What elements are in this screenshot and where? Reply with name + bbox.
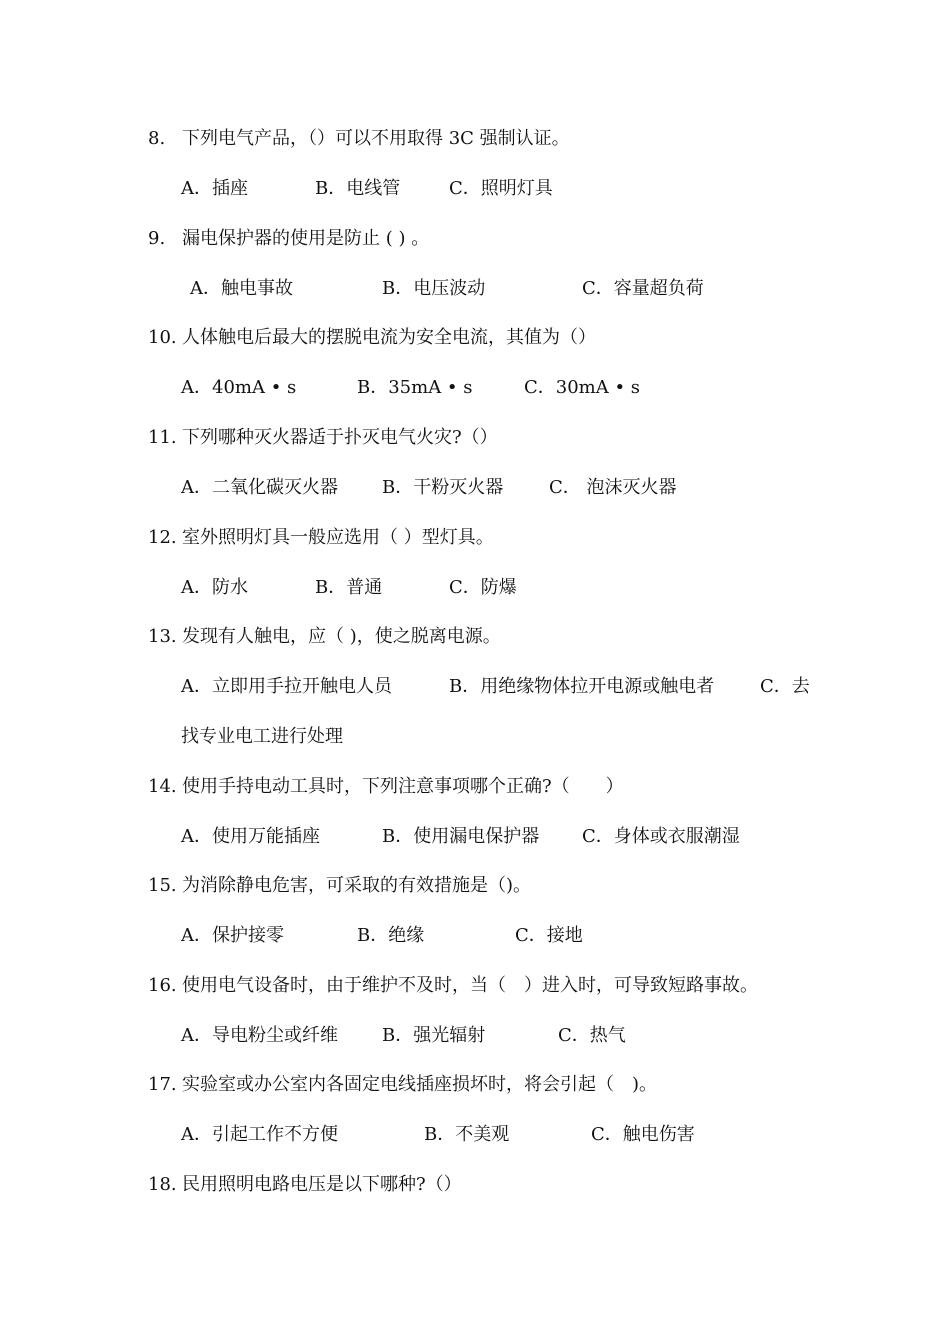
question-13 bbox=[148, 625, 501, 649]
option-b: B．用绝缘物体拉开电源或触电者 bbox=[449, 676, 715, 697]
option-c: C．防爆 bbox=[449, 577, 517, 598]
option-b: B．电线管 bbox=[315, 178, 401, 199]
question-text: 实验室或办公室内各固定电线插座损坏时，将会引起（ )。 bbox=[182, 1074, 658, 1095]
option-a: A．二氧化碳灭火器 bbox=[181, 477, 338, 498]
question-15 bbox=[148, 874, 531, 898]
question-number: 16. bbox=[148, 975, 177, 996]
question-text: 使用电气设备时，由于维护不及时，当（ ）进入时，可导致短路事故。 bbox=[182, 975, 758, 996]
question-12 bbox=[148, 526, 494, 550]
question-number: 17. bbox=[148, 1074, 177, 1095]
question-number: 10. bbox=[148, 327, 177, 348]
option-c: C． 泡沫灭火器 bbox=[549, 477, 677, 498]
option-a: A．保护接零 bbox=[181, 925, 284, 946]
option-c: C．容量超负荷 bbox=[582, 278, 704, 299]
option-b: B．不美观 bbox=[424, 1124, 510, 1145]
option-c: C．触电伤害 bbox=[591, 1124, 695, 1145]
option-b: B．普通 bbox=[315, 577, 383, 598]
question-10 bbox=[148, 326, 596, 350]
question-text: 室外照明灯具一般应选用（ ）型灯具。 bbox=[182, 527, 494, 548]
option-a: A．导电粉尘或纤维 bbox=[181, 1025, 338, 1046]
option-b: B．强光辐射 bbox=[382, 1025, 486, 1046]
question-number: 12. bbox=[148, 527, 177, 548]
option-a: A．防水 bbox=[181, 577, 248, 598]
option-c: C．热气 bbox=[558, 1025, 626, 1046]
option-b: B．使用漏电保护器 bbox=[382, 826, 540, 847]
question-9 bbox=[148, 227, 429, 251]
option-c: C．照明灯具 bbox=[449, 178, 553, 199]
question-number: 14. bbox=[148, 776, 177, 797]
option-a: A．触电事故 bbox=[190, 278, 293, 299]
question-text: 下列哪种灭火器适于扑灭电气火灾?（） bbox=[182, 427, 498, 448]
question-number: 15. bbox=[148, 875, 177, 896]
question-number: 18. bbox=[148, 1174, 177, 1195]
option-a: A．40mA • s bbox=[181, 377, 297, 398]
question-17 bbox=[148, 1073, 657, 1097]
question-11 bbox=[148, 426, 498, 450]
option-a: A．引起工作不方便 bbox=[181, 1124, 338, 1145]
option-b: B．电压波动 bbox=[382, 278, 486, 299]
option-continuation: 找专业电工进行处理 bbox=[181, 726, 343, 747]
question-number: 11. bbox=[148, 427, 177, 448]
question-text: 人体触电后最大的摆脱电流为安全电流，其值为（） bbox=[182, 327, 596, 348]
question-text: 使用手持电动工具时，下列注意事项哪个正确?（ ） bbox=[182, 776, 624, 797]
question-14 bbox=[148, 775, 624, 799]
question-16 bbox=[148, 974, 758, 998]
question-18 bbox=[148, 1173, 462, 1197]
option-c: C．接地 bbox=[515, 925, 583, 946]
option-a: A．插座 bbox=[181, 178, 248, 199]
question-text: 漏电保护器的使用是防止 ( ) 。 bbox=[182, 228, 430, 249]
option-c: C．30mA • s bbox=[524, 377, 641, 398]
question-number: 9. bbox=[148, 228, 166, 249]
question-text: 民用照明电路电压是以下哪种?（） bbox=[182, 1174, 462, 1195]
option-b: B．绝缘 bbox=[357, 925, 425, 946]
question-8 bbox=[148, 127, 570, 151]
option-b: B．35mA • s bbox=[357, 377, 473, 398]
option-c: C．身体或衣服潮湿 bbox=[582, 826, 740, 847]
question-text: 为消除静电危害，可采取的有效措施是（)。 bbox=[182, 875, 532, 896]
option-b: B．干粉灭火器 bbox=[382, 477, 504, 498]
option-c: C．去 bbox=[760, 676, 810, 697]
question-number: 8. bbox=[148, 128, 166, 149]
question-text: 下列电气产品，（）可以不用取得 3C 强制认证。 bbox=[182, 128, 570, 149]
option-a: A．立即用手拉开触电人员 bbox=[181, 676, 392, 697]
question-text: 发现有人触电，应（ )，使之脱离电源。 bbox=[182, 626, 501, 647]
question-number: 13. bbox=[148, 626, 177, 647]
option-a: A．使用万能插座 bbox=[181, 826, 320, 847]
